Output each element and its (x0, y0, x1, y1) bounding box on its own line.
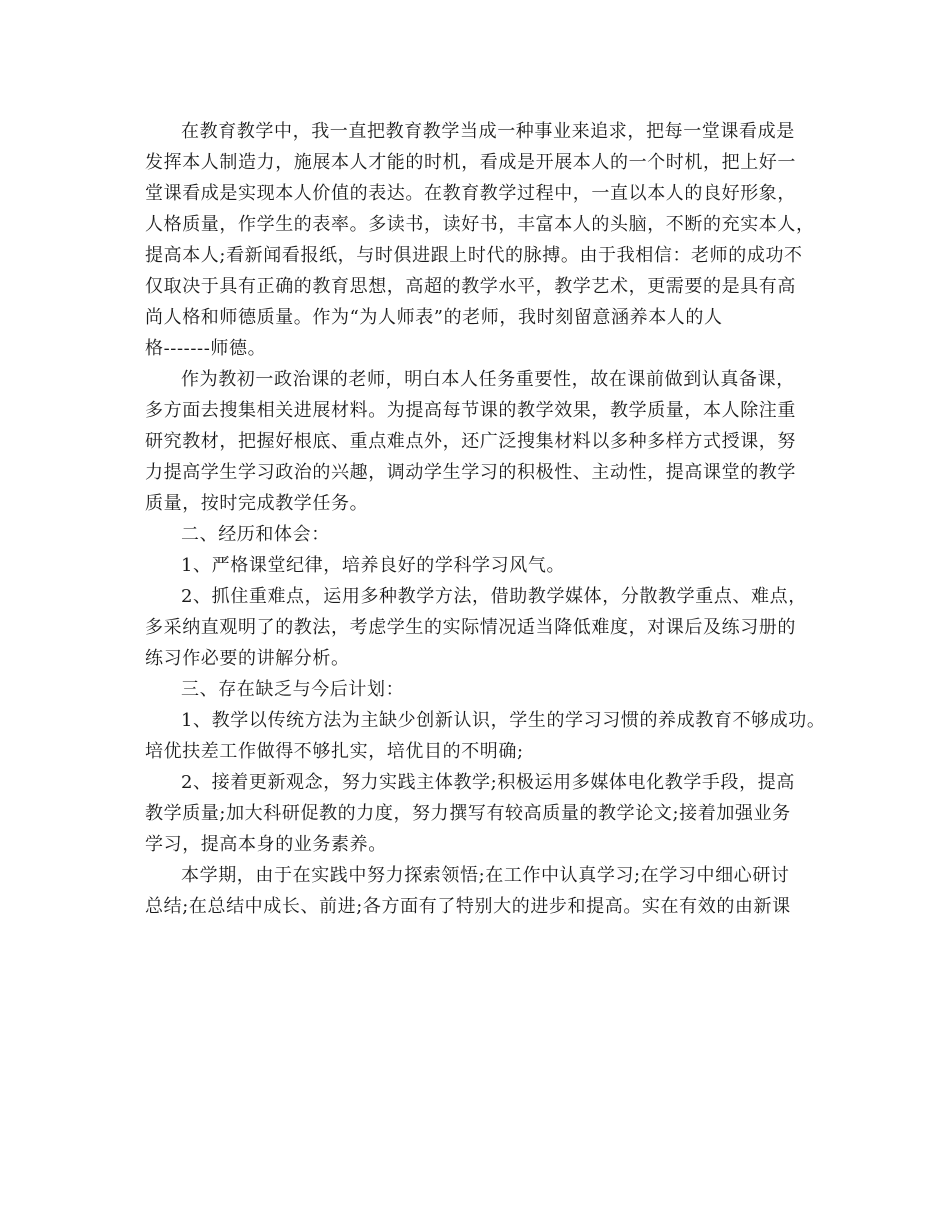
text-line: 培优扶差工作做得不够扎实，培优目的不明确; (145, 741, 524, 762)
section-heading: 三、存在缺乏与今后计划： (181, 679, 405, 700)
text-line: 多采纳直观明了的教法，考虑学生的实际情况适当降低难度，对课后及练习册的 (145, 617, 796, 638)
list-item: 2、抓住重难点，运用多种教学方法，借助教学媒体，分散教学重点、难点， (181, 586, 807, 607)
text-line: 教学质量;加大科研促教的力度，努力撰写有较高质量的教学论文;接着加强业务 (145, 803, 791, 824)
text-line: 格-------师德。 (145, 338, 267, 359)
text-line: 仅取决于具有正确的教育思想，高超的教学水平，教学艺术，更需要的是具有高 (145, 276, 796, 297)
text-line: 总结;在总结中成长、前进;各方面有了特别大的进步和提高。实在有效的由新课 (145, 896, 791, 917)
text-line: 发挥本人制造力，施展本人才能的时机，看成是开展本人的一个时机，把上好一 (145, 152, 796, 173)
text-line: 在教育教学中，我一直把教育教学当成一种事业来追求，把每一堂课看成是 (181, 121, 795, 142)
text-line: 堂课看成是实现本人价值的表达。在教育教学过程中，一直以本人的良好形象， (145, 183, 796, 204)
text-line: 力提高学生学习政治的兴趣，调动学生学习的积极性、主动性，提高课堂的教学 (145, 462, 796, 483)
text-line: 质量，按时完成教学任务。 (145, 493, 369, 514)
list-item: 1、教学以传统方法为主缺少创新认识，学生的学习习惯的养成教育不够成功。 (181, 710, 826, 731)
list-item: 2、接着更新观念，努力实践主体教学;积极运用多媒体电化教学手段，提高 (181, 772, 795, 793)
text-line: 练习作必要的讲解分析。 (145, 648, 350, 669)
text-line: 人格质量，作学生的表率。多读书，读好书，丰富本人的头脑，不断的充实本人， (145, 214, 815, 235)
text-line: 作为教初一政治课的老师，明白本人任务重要性，故在课前做到认真备课， (181, 369, 795, 390)
section-heading: 二、经历和体会： (181, 524, 330, 545)
text-line: 多方面去搜集相关进展材料。为提高每节课的教学效果，教学质量，本人除注重 (145, 400, 796, 421)
list-item: 1、严格课堂纪律，培养良好的学科学习风气。 (181, 555, 566, 576)
text-line: 尚人格和师德质量。作为“为人师表”的老师，我时刻留意涵养本人的人 (145, 307, 723, 328)
document-body (145, 116, 845, 922)
text-line: 学习，提高本身的业务素养。 (145, 834, 387, 855)
text-line: 本学期，由于在实践中努力探索领悟;在工作中认真学习;在学习中细心研讨 (181, 865, 790, 886)
text-line: 提高本人;看新闻看报纸，与时俱进跟上时代的脉搏。由于我相信：老师的成功不 (145, 245, 803, 266)
text-line: 研究教材，把握好根底、重点难点外，还广泛搜集材料以多种多样方式授课，努 (145, 431, 796, 452)
